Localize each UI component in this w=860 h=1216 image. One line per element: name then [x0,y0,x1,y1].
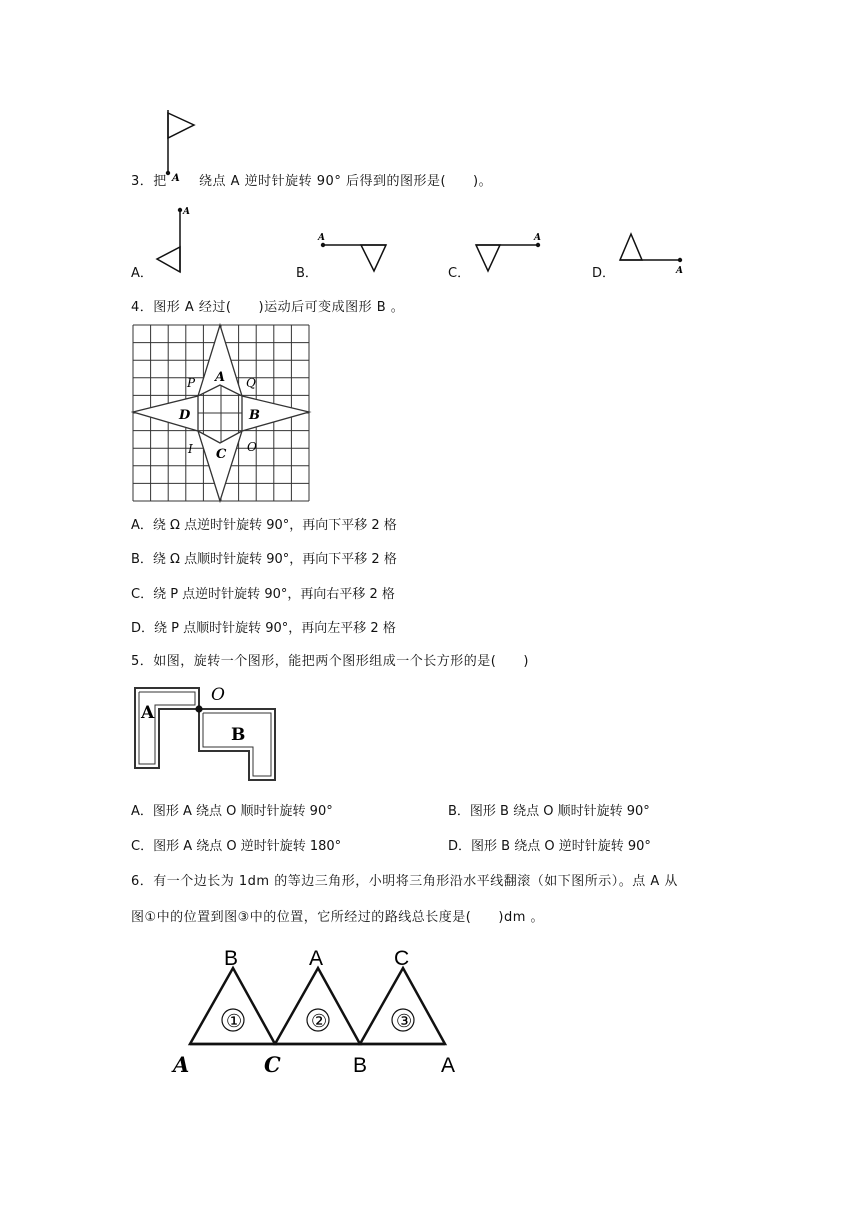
q5-question-text: 5．如图，旋转一个图形，能把两个图形组成一个长方形的是( ) [131,654,529,669]
svg-text:A: A [183,207,190,217]
label-p: P [187,376,196,390]
q5-figure [131,680,281,784]
q4-grid-figure [131,323,313,505]
q5-option-a[interactable]: A．图形 A 绕点 O 顺时针旋转 90° [131,804,333,819]
q3-point-label: A [172,173,180,184]
label-o: O [247,440,257,454]
q6-question-line-1: 6．有一个边长为 1dm 的等边三角形，小明将三角形沿水平线翻滚（如下图所示）。点 A 从 [131,874,678,889]
q5-option-b[interactable]: B．图形 B 绕点 O 顺时针旋转 90° [448,804,650,819]
bottom-label-1: A [173,1052,190,1077]
label-c: C [216,447,227,462]
svg-text:A: A [534,233,541,243]
svg-text:A: A [676,266,683,276]
q4-option-c[interactable]: C．绕 P 点逆时针旋转 90°，再向右平移 2 格 [131,587,395,602]
label-b: B [231,725,246,745]
q4-option-a[interactable]: A．绕 Ω 点逆时针旋转 90°，再向下平移 2 格 [131,518,397,533]
shape-a-outline [135,688,199,768]
bottom-label-3: B [353,1054,368,1077]
q3-option-d-letter[interactable]: D． [592,266,616,281]
label-d: D [179,408,191,423]
q4-option-d[interactable]: D．绕 P 点顺时针旋转 90°，再向左平移 2 格 [131,621,396,636]
label-b: B [249,408,260,423]
top-label-2: A [309,947,324,970]
q5-option-c[interactable]: C．图形 A 绕点 O 逆时针旋转 180° [131,839,342,854]
label-o: O [211,685,225,705]
q3-option-a-figure[interactable] [150,200,195,278]
top-label-3: C [394,947,410,970]
top-label-1: B [224,947,239,970]
label-q: Q [246,376,256,390]
q5-option-d[interactable]: D．图形 B 绕点 O 逆时针旋转 90° [448,839,651,854]
svg-text:A: A [318,233,325,243]
q3-option-c-letter[interactable]: C． [448,266,471,281]
q3-option-d-figure[interactable] [612,226,692,276]
label-i: I [188,442,193,456]
circle-label-2: ② [311,1011,328,1031]
bottom-label-2: C [264,1052,281,1077]
circle-label-1: ① [226,1011,243,1031]
bottom-label-4: A [441,1054,456,1077]
q3-question-text: 绕点 A 逆时针旋转 90° 后得到的图形是( )。 [199,174,493,189]
q3-option-c-figure[interactable] [468,228,548,276]
label-a: A [215,370,226,385]
q3-number: 3．把 [131,174,167,189]
q6-question-line-2: 图①中的位置到图③中的位置，它所经过的路线总长度是( )dm 。 [131,910,545,925]
q3-option-b-letter[interactable]: B． [296,266,318,281]
label-a: A [141,703,155,723]
q3-option-a-letter[interactable]: A． [131,266,153,281]
circle-label-3: ③ [396,1011,413,1031]
q4-option-b[interactable]: B．绕 Ω 点顺时针旋转 90°，再向下平移 2 格 [131,552,397,567]
q3-option-b-figure[interactable] [315,228,395,276]
q6-triangles-figure [165,938,475,1078]
q4-question-text: 4．图形 A 经过( )运动后可变成图形 B 。 [131,300,405,315]
